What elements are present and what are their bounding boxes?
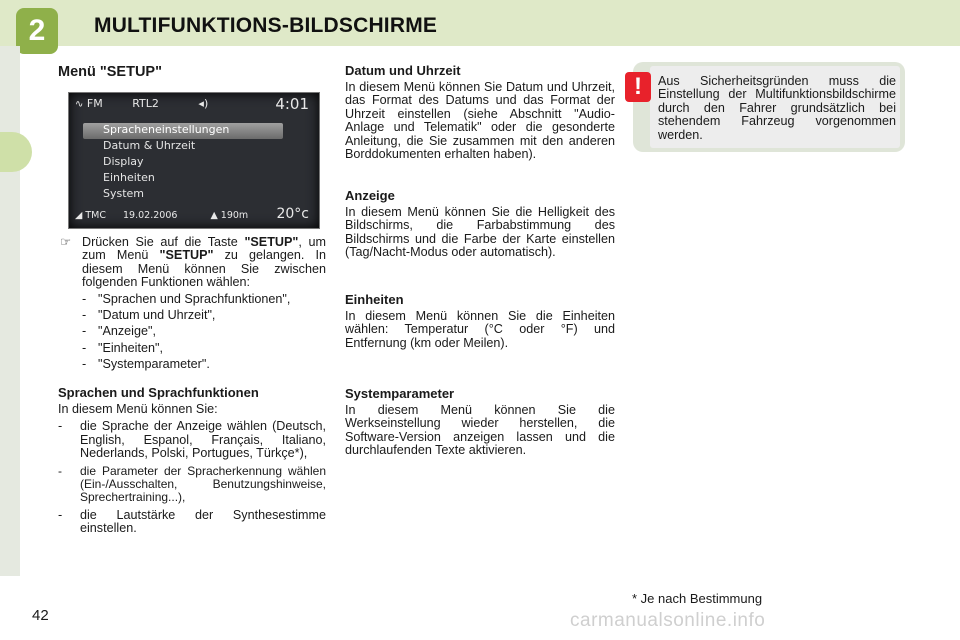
list-item-text: die Parameter der Spracherkennung wählen (Ein-/Ausschalten, Benutzungshinweise, Sprechertraining...), xyxy=(80,463,326,505)
anzeige-heading: Anzeige xyxy=(345,188,395,203)
list-item-text: "Sprachen und Sprachfunktionen", xyxy=(98,291,291,306)
screen-source: FM xyxy=(86,97,103,110)
intro-text-2: , um zum Menü xyxy=(82,235,326,263)
left-margin-band xyxy=(0,46,20,576)
screen-menu-item-selected xyxy=(83,123,283,139)
list-item: - die Parameter der Spracherkennung wählen (Ein-/Ausschalten, Benutzungshinweise, Sprechertraining...), xyxy=(58,463,326,505)
screen-temperature: 20°c xyxy=(276,206,309,222)
sprachen-heading: Sprachen und Sprachfunktionen xyxy=(58,385,259,400)
watermark: carmanualsonline.info xyxy=(570,610,766,631)
chapter-number-tab: 2 xyxy=(16,8,58,54)
page-number: 42 xyxy=(32,607,49,624)
screen-menu-item xyxy=(83,171,283,187)
screen-distance: 190m xyxy=(220,210,249,221)
list-item-text: "Systemparameter". xyxy=(98,357,210,372)
screen-menu-item xyxy=(83,187,283,203)
setup-intro-block xyxy=(60,236,326,372)
sprachen-block xyxy=(58,403,326,536)
list-item: - "Sprachen und Sprachfunktionen", xyxy=(82,291,291,306)
section-tab-marker xyxy=(0,132,32,172)
list-item-text: "Datum und Uhrzeit", xyxy=(98,308,216,323)
intro-text-1: Drücken Sie auf die Taste xyxy=(82,235,245,249)
setup-menu-label: "SETUP" xyxy=(159,248,214,263)
pointing-hand-icon: ☞ xyxy=(60,235,72,249)
systemparameter-text: In diesem Menü können Sie die Werkseinstellung wieder herstellen, die Software-Version anzeigen lassen und die durchlaufenden Texte aktivieren. xyxy=(345,403,615,458)
screen-date: 19.02.2006 xyxy=(123,210,178,221)
warning-exclamation-icon: ! xyxy=(625,72,651,102)
speaker-icon: ◂) xyxy=(198,97,209,110)
screen-menu-item-label: Spracheneinstellungen xyxy=(103,123,230,136)
screen-menu-item-label: Datum & Uhrzeit xyxy=(103,139,196,152)
sprachen-lead: In diesem Menü können Sie: xyxy=(58,402,218,416)
screen-menu-item-label: System xyxy=(103,187,145,200)
screen-menu-item-label: Display xyxy=(103,155,144,168)
list-item-text: "Anzeige", xyxy=(98,324,156,339)
einheiten-text: In diesem Menü können Sie die Einheiten wählen: Temperatur (°C oder °F) und Entfernung (km oder Meilen). xyxy=(345,309,615,350)
warning-text: Aus Sicherheitsgründen muss die Einstellung der Multifunktionsbildschirme durch den Fahrer grundsätzlich bei stehendem Fahrzeug vorgenommen werden. xyxy=(658,74,896,142)
page-title: MULTIFUNKTIONS-BILDSCHIRME xyxy=(94,14,438,37)
screen-time: 4:01 xyxy=(275,95,309,113)
list-item: - die Sprache der Anzeige wählen (Deutsch, English, Espanol, Français, Italiano, Nederlands, Polski, Portugues, Türkçe*), xyxy=(58,419,326,461)
screen-station: RTL2 xyxy=(132,97,159,110)
menu-setup-heading: Menü "SETUP" xyxy=(58,64,162,80)
screen-tmc: TMC xyxy=(85,210,106,221)
footnote: * Je nach Bestimmung xyxy=(632,591,763,606)
setup-screen-image xyxy=(68,92,320,229)
intro-text-3: zu gelangen. In diesem Menü können Sie zwischen folgenden Funktionen wählen: xyxy=(82,248,326,290)
screen-menu-list xyxy=(83,123,283,203)
radio-wave-icon: ∿ xyxy=(75,99,84,110)
datum-text: In diesem Menü können Sie Datum und Uhrzeit, das Format des Datums und das Format der Uhrzeit einstellen (siehe Abschnitt "Audio-Anlage und Telematik" oder die gesonderte Anleitung, die Sie zusammen mit den anderen Borddokumenten erhalten haben). xyxy=(345,80,615,162)
list-item: - "Anzeige", xyxy=(82,324,156,339)
einheiten-heading: Einheiten xyxy=(345,292,404,307)
list-item: - die Lautstärke der Synthesestimme einstellen. xyxy=(58,507,326,536)
screen-top-bar xyxy=(75,97,313,113)
screen-status-bar xyxy=(75,206,313,226)
anzeige-text: In diesem Menü können Sie die Helligkeit des Bildschirms, die Farbabstimmung des Bildschirms und die Farbe der Karte einstellen (Tag/Nacht-Modus oder automatisch). xyxy=(345,205,615,260)
list-item: - "Einheiten", xyxy=(82,340,163,355)
list-item-text: "Einheiten", xyxy=(98,340,163,355)
datum-heading: Datum und Uhrzeit xyxy=(345,63,461,78)
list-item-text: die Lautstärke der Synthesestimme einstellen. xyxy=(80,507,326,536)
systemparameter-heading: Systemparameter xyxy=(345,386,455,401)
screen-menu-item xyxy=(83,155,283,171)
list-item: - "Datum und Uhrzeit", xyxy=(82,308,216,323)
list-item: - "Systemparameter". xyxy=(82,357,210,372)
signal-icon: ◢ xyxy=(75,210,83,221)
setup-key-label: "SETUP" xyxy=(244,235,299,249)
screen-menu-item-label: Einheiten xyxy=(103,171,155,184)
setup-function-list xyxy=(82,293,326,372)
setup-intro-text xyxy=(82,236,326,290)
list-item-text: die Sprache der Anzeige wählen (Deutsch, English, Espanol, Français, Italiano, Nederlands, Polski, Portugues, Türkçe*), xyxy=(80,419,326,461)
direction-arrow-icon: ▲ xyxy=(210,210,218,221)
screen-menu-item xyxy=(83,139,283,155)
